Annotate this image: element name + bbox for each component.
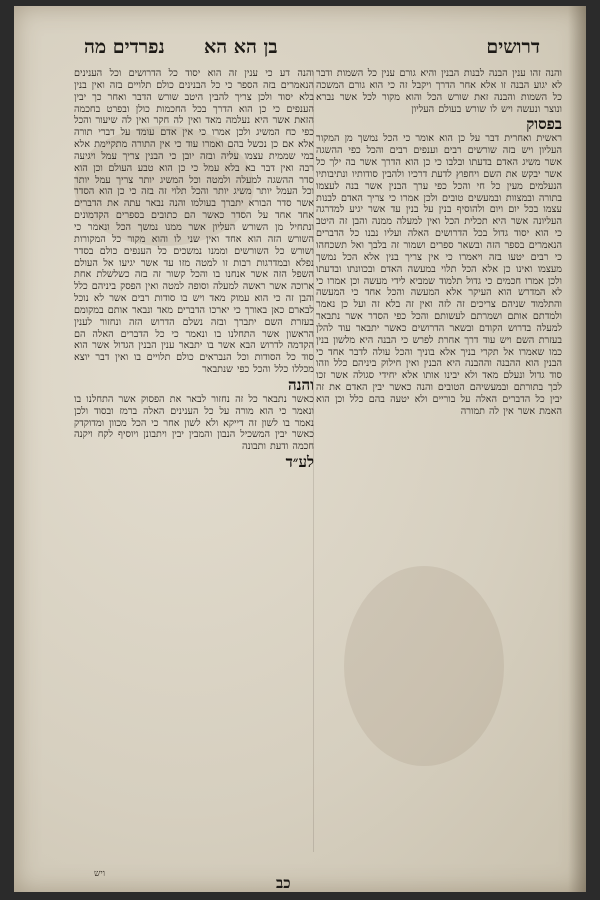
catchword: ויש — [94, 869, 106, 879]
header-title-center: בן הא הא — [204, 36, 278, 58]
left-text-column — [74, 68, 314, 858]
left-subheading: והנה — [288, 375, 314, 394]
running-header — [14, 36, 586, 62]
manuscript-page — [14, 6, 586, 892]
right-text-column — [316, 68, 562, 858]
right-column-intro: והנה זהו ענין הבנה לבנות הבנין והיא גורם ענין כל השמות ודבר לא יגוע הבנה זו אלא אחר הדרך ויקבל זה כי הוא גורם המשכה כל השמות והבנה זאת שורש הכל והוא מקור לכל אשר נברא ונוצר ונעשה ויש לו שורש בעולם העליון — [316, 68, 562, 115]
left-column-body: והנה דע כי ענין זה הוא יסוד כל הדרושים וכל הענינים הנאמרים בזה הספר כי כל הבנינים כולם תלויים בזה ואין בנין בלא יסוד ולכן צריך להבין היטב שורש הדבר ואחר כך יבין הענפים כי כן הוא הדרך בכל החכמות כולן ובפרט בחכמה הזאת אשר היא נעלמה מאד ואין לה חקר ואין לה שיעור והכל כפי כח המשיג ולכן אמרו כי אין אדם עומד על דברי תורה אלא אם כן נכשל בהם ואמרו עוד כי אין התורה מתקיימת אלא במי שממית עצמו עליה ובזה יובן כי הבנין צריך עמל ויגיעה רבה ואין דבר בא בלא עמל כי כן הוא טבע העולם וכן הוא סדר ההשגה למעלה ולמטה וכל המשיג יותר צריך עמל יותר וכל העמל יותר משיג יותר והכל תלוי זה בזה כי כן הוא הסדר אשר סדר הבורא יתברך בעולמו והנה נבאר עתה את הדברים אחד אחד על הסדר כאשר הם כתובים בספרים הקדמונים ונתחיל מן השורש העליון אשר ממנו נמשך הכל ונאמר כי השורש הזה הוא אחד ואין שני לו והוא מקור כל המקורות ושורש כל השורשים וממנו נמשכים כל הענפים כולם בסדר נפלא ובמדרגות רבות זו למטה מזו עד אשר יגיעו אל העולם השפל הזה אשר אנחנו בו והכל קשור זה בזה כשלשלת אחת ארוכה אשר ראשה למעלה וסופה למטה ואין הפסק ביניהם כלל והבן זה כי הוא עמוק מאד ויש בו סודות רבים אשר לא נוכל לבארם כאן באורך כי יארכו הדברים מאד ונבאר אותם במקומם בעזרת השם יתברך ובזה נשלם הדרוש הזה ונחזור לענין הראשון אשר התחלנו בו ונאמר כי כל הדברים האלה הם הקדמה לדרוש הבא אשר בו יתבאר ענין הבנין הגדול אשר הוא סוד כל הסודות וכל הנבראים כולם תלויים בו ואין דבר יוצא מכללו כלל והכל כפי שנתבאר — [74, 68, 314, 376]
left-column-continuation: כאשר נתבאר כל זה נחזור לבאר את הפסוק אשר התחלנו בו ונאמר כי הוא מורה על כל הענינים האלה ברמז ובסוד ולכן נאמר בו לשון זה דייקא ולא לשון אחר כי הכל מכוון ומדוקדק כאשר יבין המשכיל הנבון והמבין יבין ויתבונן ויוסיף לקח ויקנה חכמה ודעת ותבונה — [74, 393, 314, 453]
left-mark: לע״ד — [285, 453, 314, 472]
page-edge-shadow — [568, 6, 586, 892]
header-title-right: דרושים — [486, 36, 540, 58]
folio-number: כב — [276, 874, 291, 892]
right-column-body: ראשית ואחרית דבר על כן הוא אומר כי הכל נמשך מן המקור העליון ויש בזה שורשים רבים וענפים רבים והכל כפי ההשגה אשר משיג האדם בדעתו ובלבו כי כן הוא הדרך אשר בה ילך כל אשר יבקש את השם ויחפוץ לדעת דרכיו ולהבין סודותיו ונתיבותיו הנעלמים מעין כל חי והכל כפי ערך הבנין אשר בנה לעצמו בתורה ובמצוות ובמעשים טובים ולכן אמרו כי צריך האדם לבנות עצמו בכל יום ויום ולהוסיף בנין על בנין עד אשר יגיע למדרגה העליונה אשר היא תכלית הכל ואין למעלה ממנה והבן זה היטב כי הוא יסוד גדול בכל הדרושים האלה ועליו נבנו כל הדברים הנאמרים בספר הזה ובשאר ספרים ושמור זה בלבך ואל תשכחהו כי רבים יטעו בזה ויאמרו כי אין צריך בנין אלא הכל נמשך מעצמו ואינו כן אלא הכל תלוי במעשה האדם ובכוונתו ובדעתו ולכן אמרו חכמים כי גדול תלמוד שמביא לידי מעשה וכן אמרו כי לא המדרש הוא העיקר אלא המעשה והכל אחד כי המעשה והתלמוד שניהם צריכים זה לזה ואין זה בלא זה ועל כן נאמר ולמדתם אותם ושמרתם לעשותם והכל כפי הסדר אשר נתבאר למעלה בדרוש הקודם ובשאר הדרושים כאשר יתבאר עוד להלן בעזרת השם ויש עוד דרך אחרת לפרש כי הבנה היא מלשון בנין כמו שאמרו אל תקרי בניך אלא בוניך והכל עולה לדבר אחד כי הבנין הוא ההבנה וההבנה היא הבנין ואין חילוק ביניהם כלל וזהו סוד גדול ונעלם מאד ולא יבינו אותו אלא יחידי סגולה אשר זכו לכך בתורתם ובמעשיהם הטובים והנה כאשר יבין האדם את זה יבין כל הדברים האלה על בוריים ולא יטעה בהם כלל וכן הוא האמת אשר אין לה תמורה — [316, 133, 562, 417]
section-heading: בפסוק — [526, 115, 562, 134]
header-title-left: נפרדים מה — [84, 36, 165, 58]
